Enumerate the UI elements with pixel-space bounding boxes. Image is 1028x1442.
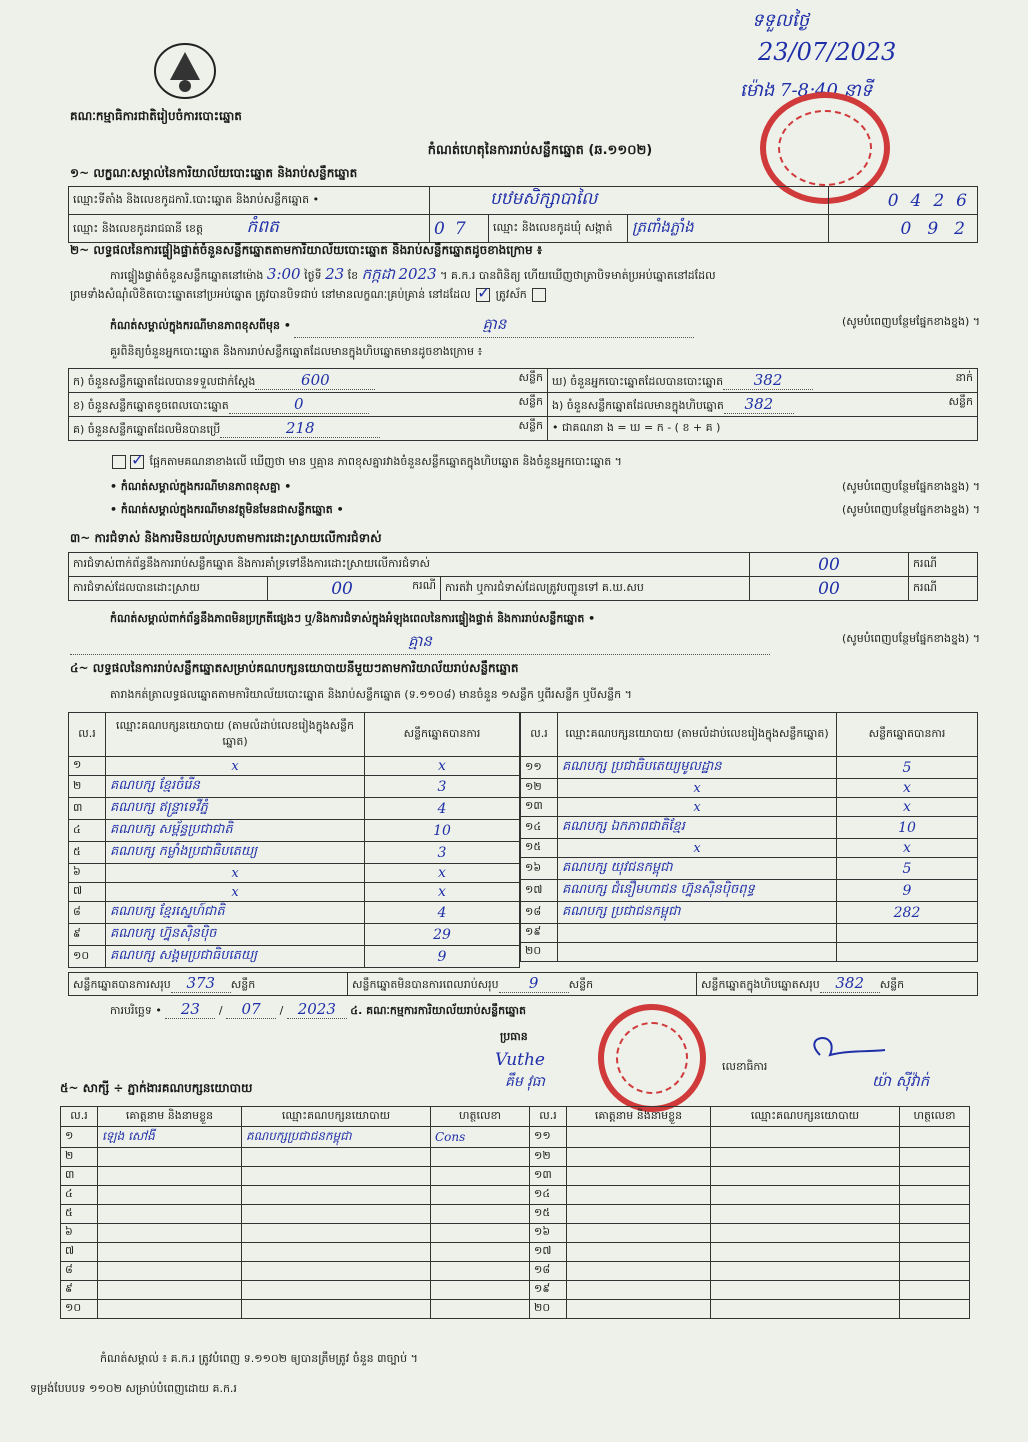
- appeal-label: ការតវ៉ា ឬការជំទាស់ដែលត្រូវបញ្ជូនទៅ គ.ឃ.សប: [441, 577, 750, 601]
- witness-no: ២: [61, 1148, 98, 1167]
- resolved-count: 00 ករណី: [268, 577, 441, 601]
- objection-table: [68, 552, 978, 601]
- vote-row: [69, 798, 520, 820]
- vote-row: [69, 757, 520, 776]
- witness-no: ១៧: [530, 1243, 567, 1262]
- vote-no: ១៤: [521, 817, 558, 839]
- vote-count: 4: [365, 902, 520, 924]
- vote-count: x: [365, 883, 520, 902]
- witness-sign: [431, 1300, 530, 1319]
- vote-no: ៦: [69, 864, 106, 883]
- vote-party: គណបក្ស សម្ព័ន្ធប្រជាជាតិ: [106, 820, 365, 842]
- vote-no: ១០: [69, 946, 106, 968]
- vote-no: ១៨: [521, 902, 558, 924]
- vote-no: ៤: [69, 820, 106, 842]
- witness-party: [711, 1281, 900, 1300]
- witness-party: គណបក្សប្រជាជនកម្ពុជា: [242, 1127, 431, 1148]
- witness-no: ៦: [61, 1224, 98, 1243]
- commune-name: ត្រពាំងភ្លាំង: [628, 215, 829, 243]
- witness-sign: [900, 1186, 970, 1205]
- vote-row: [521, 924, 978, 943]
- witness-party: [242, 1186, 431, 1205]
- vote-no: ៧: [69, 883, 106, 902]
- vote-row: [521, 858, 978, 880]
- committee-stamp: [598, 1004, 706, 1112]
- irregularity-note: គ្មាន (សូមបំពេញបន្ថែមផ្នែកខាងខ្នង) ។: [70, 632, 980, 655]
- vote-row: [69, 842, 520, 864]
- witness-name: [98, 1300, 242, 1319]
- vote-party: គណបក្ស សង្គមប្រជាធិបតេយ្យ: [106, 946, 365, 968]
- vote-no: ១: [69, 757, 106, 776]
- secretary-label: លេខាធិការ: [722, 1060, 768, 1073]
- witness-row: [61, 1127, 970, 1148]
- verify-line: ការផ្ទៀងផ្ទាត់ចំនួនសន្លឹកឆ្នោតនៅម៉ោង 3:00 ថ្ងៃទី 23 ខែ កក្កដា 2023 ។ គ.ក.រ បានពិនិត្យ ហើយឃើញថាត្រាបិទមាត់ប្រអប់ឆ្នោតនៅដដែល: [110, 265, 716, 283]
- vote-count: x: [365, 757, 520, 776]
- vote-count: x: [837, 839, 978, 858]
- vote-no: ៣: [69, 798, 106, 820]
- vote-count: 5: [837, 757, 978, 779]
- witness-sign: [900, 1127, 970, 1148]
- witness-party: [242, 1205, 431, 1224]
- witness-row: [61, 1224, 970, 1243]
- witness-party: [711, 1224, 900, 1243]
- witness-no: ៣: [61, 1167, 98, 1186]
- vote-count: 9: [365, 946, 520, 968]
- witness-no: ១៤: [530, 1186, 567, 1205]
- appeal-case: ករណី: [909, 577, 978, 601]
- witness-party: [242, 1167, 431, 1186]
- appeal-count: 00: [750, 577, 909, 601]
- witness-no: ៩: [61, 1281, 98, 1300]
- compare-line: ✓ ផ្អែកតាមគណនាខាងលើ ឃើញថា មាន ឬគ្មាន ភាពខុសគ្នារវាងចំនួនសន្លឹកឆ្នោតក្នុងហិបឆ្នោត និងចំនួនអ្នកបោះឆ្នោត ។: [110, 455, 980, 471]
- vote-count: 29: [365, 924, 520, 946]
- vote-no: ១៣: [521, 798, 558, 817]
- check-intro: គួរពិនិត្យចំនួនអ្នកបោះឆ្នោត និងការរាប់សន្លឹកឆ្នោតដែលមានក្នុងហិបឆ្នោតមានដូចខាងក្រោម ៖: [110, 345, 483, 358]
- witness-sign: [900, 1262, 970, 1281]
- not-ok-checkbox[interactable]: [532, 288, 546, 302]
- witness-name: [567, 1224, 711, 1243]
- received-time: ម៉ោង 7-8:40 នាទី: [740, 80, 873, 101]
- witness-sign: [431, 1224, 530, 1243]
- witness-no: ១៣: [530, 1167, 567, 1186]
- vote-no: ២០: [521, 943, 558, 962]
- witness-sign: [431, 1167, 530, 1186]
- witness-no: ១៨: [530, 1262, 567, 1281]
- witness-party: [711, 1205, 900, 1224]
- completion-date: ការបរិច្ឆេទ • 23 / 07 / 2023 ៤. គណៈកម្មការការិយាល័យរាប់សន្លឹកឆ្នោត: [110, 1000, 527, 1018]
- witness-name: [98, 1186, 242, 1205]
- witness-name: [98, 1148, 242, 1167]
- objection-count: 00: [750, 553, 909, 577]
- vote-party: គណបក្ស ជំនឿមហាជន ហ្វ៊ុនស៊ិនប៉ិចពុទ្ធ: [558, 880, 837, 902]
- vote-party: គណបក្ស ហ្វ៊ុនស៊ិនប៉ិច: [106, 924, 365, 946]
- witness-no: ៨: [61, 1262, 98, 1281]
- vote-party: គណបក្ស ឯកភាពជាតិខ្មែរ: [558, 817, 837, 839]
- witness-no: ២០: [530, 1300, 567, 1319]
- witness-sign: [900, 1148, 970, 1167]
- section3-title: ៣~ ការជំទាស់ និងការមិនយល់ស្របតាមការដោះស្រាយលើការជំទាស់: [70, 531, 382, 545]
- commune-label: ឈ្មោះ និងលេខកូដឃុំ សង្កាត់: [489, 215, 628, 243]
- witness-party: [711, 1243, 900, 1262]
- vote-row: [521, 880, 978, 902]
- vote-count: 4: [365, 798, 520, 820]
- vote-row: [521, 943, 978, 962]
- vote-row: [521, 779, 978, 798]
- witness-no: ៤: [61, 1186, 98, 1205]
- count-row: ក) ចំនួនសន្លឹកឆ្នោតដែលបានទទួលជាក់ស្តែង 600 សន្លឹក ឃ) ចំនួនអ្នកបោះឆ្នោតដែលបានបោះឆ្នោត 382 នាក់: [69, 369, 978, 393]
- witness-name: [98, 1281, 242, 1300]
- vote-count: [837, 924, 978, 943]
- vote-no: ៩: [69, 924, 106, 946]
- witness-row: [61, 1186, 970, 1205]
- section2-title: ២~ លទ្ធផលនៃការផ្ទៀងផ្ទាត់ចំនួនសន្លឹកឆ្នោតតាមការិយាល័យបោះឆ្នោត និងរាប់សន្លឹកឆ្នោតដូចខាងក្រោម ៖: [70, 243, 543, 257]
- witness-name: [567, 1300, 711, 1319]
- foreign-note: • កំណត់សម្គាល់ក្នុងករណីមានវត្ថុមិនមែនជាសន្លឹកឆ្នោត • (សូមបំពេញបន្ថែមផ្នែកខាងខ្នង) ។: [110, 503, 980, 516]
- witness-no: ១១: [530, 1127, 567, 1148]
- witness-no: ៧: [61, 1243, 98, 1262]
- witness-sign: [431, 1281, 530, 1300]
- resolved-label: ការជំទាស់ដែលបានដោះស្រាយ: [69, 577, 268, 601]
- vote-row: [69, 776, 520, 798]
- secretary-name: យ៉ា ស៊ីវ៉ាក់: [872, 1072, 930, 1090]
- section4-intro: តារាងកត់ត្រាលទ្ធផលឆ្នោតតាមការិយាល័យបោះឆ្នោត និងរាប់សន្លឹកឆ្នោត (ទ.១១០៨) មានចំនួន ១សន្លឹក ឬពីរសន្លឹក ឬបីសន្លឹក ។: [110, 688, 632, 701]
- count-table: [68, 368, 978, 441]
- vote-row: [521, 757, 978, 779]
- chair-label: ប្រធាន: [500, 1030, 528, 1043]
- section4-title: ៤~ លទ្ធផលនៃការរាប់សន្លឹកឆ្នោតសម្រាប់គណបក្សនយោបាយនីមួយៗតាមការិយាល័យរាប់សន្លឹកឆ្នោត: [70, 661, 519, 675]
- vote-party: គណបក្ស កម្លាំងប្រជាធិបតេយ្យ: [106, 842, 365, 864]
- witness-sign: [900, 1243, 970, 1262]
- vote-party: x: [106, 883, 365, 902]
- form-title: កំណត់ហេតុនៃការរាប់សន្លឹកឆ្នោត (ឆ.១១០២): [427, 143, 653, 158]
- witness-sign: [900, 1167, 970, 1186]
- vote-party: គណបក្ស ប្រជាធិបតេយ្យមូលដ្ឋាន: [558, 757, 837, 779]
- vote-row: [521, 839, 978, 858]
- vote-party: x: [558, 798, 837, 817]
- witness-party: [711, 1300, 900, 1319]
- vote-count: x: [365, 864, 520, 883]
- vote-party: [558, 943, 837, 962]
- witness-party: [711, 1127, 900, 1148]
- section1-title: ១~ លក្ខណៈសម្គាល់នៃការិយាល័យបោះឆ្នោត និងរាប់សន្លឹកឆ្នោត: [70, 166, 358, 180]
- witness-party: [242, 1300, 431, 1319]
- vote-no: ១៩: [521, 924, 558, 943]
- section1-table: [68, 186, 978, 243]
- witness-party: [242, 1243, 431, 1262]
- witness-name: [567, 1281, 711, 1300]
- vote-party: x: [106, 864, 365, 883]
- vote-no: ១៥: [521, 839, 558, 858]
- vote-party: គណបក្ស យុវជនកម្ពុជា: [558, 858, 837, 880]
- vote-no: ៥: [69, 842, 106, 864]
- vote-row: [69, 902, 520, 924]
- witness-sign: [431, 1205, 530, 1224]
- vote-no: ៨: [69, 902, 106, 924]
- vote-count: 3: [365, 776, 520, 798]
- vote-count: 282: [837, 902, 978, 924]
- vote-row: [69, 924, 520, 946]
- vote-row: [69, 820, 520, 842]
- vote-count: x: [837, 779, 978, 798]
- witness-no: ១៥: [530, 1205, 567, 1224]
- vote-party: x: [106, 757, 365, 776]
- office-label: ឈ្មោះទីតាំង និងលេខកូដការិ.បោះឆ្នោត និងរាប់សន្លឹកឆ្នោត •: [69, 187, 430, 215]
- witness-name: [98, 1243, 242, 1262]
- witness-no: ១២: [530, 1148, 567, 1167]
- vote-row: [521, 798, 978, 817]
- votes-table-left: ល.រ ឈ្មោះគណបក្សនយោបាយ (តាមលំដាប់លេខរៀងក្នុងសន្លឹកឆ្នោត) សន្លឹកឆ្នោតបានការ ១ x x ២ គណបក្ស ខ្មែរចំរើន 3 ៣ គណបក្ស ឥន្ទ្រាទេវីភ្នំ 4 ៤ គណបក្ស សម្ព័ន្ធប្រជាជាតិ 10 ៥ គណបក្ស កម្លាំងប្រជាធិបតេយ្យ 3 ៦ x x ៧ x x ៨ គណបក្ស ខ្មែរស្នេហ៍ជាតិ 4 ៩ គណបក្ស ហ្វ៊ុនស៊ិនប៉ិច 29 ១០ គណបក្ស សង្គមប្រជាធិបតេយ្យ 9: [68, 712, 520, 968]
- vote-party: x: [558, 779, 837, 798]
- witness-sign: [900, 1205, 970, 1224]
- witness-name: [567, 1205, 711, 1224]
- no-diff-checkbox[interactable]: [130, 455, 144, 469]
- witness-name: [98, 1262, 242, 1281]
- vote-count: 9: [837, 880, 978, 902]
- witness-party: [242, 1281, 431, 1300]
- chair-name: គឹម វុធា: [505, 1074, 545, 1090]
- witness-sign: [431, 1186, 530, 1205]
- vote-count: 10: [365, 820, 520, 842]
- witness-row: [61, 1167, 970, 1186]
- witness-name: [567, 1243, 711, 1262]
- votes-table-right: ល.រ ឈ្មោះគណបក្សនយោបាយ (តាមលំដាប់លេខរៀងក្នុងសន្លឹកឆ្នោត) សន្លឹកឆ្នោតបានការ ១១ គណបក្ស ប្រជាធិបតេយ្យមូលដ្ឋាន 5 ១២ x x ១៣ x x ១៤ គណបក្ស ឯកភាពជាតិខ្មែរ 10 ១៥ x x ១៦ គណបក្ស យុវជនកម្ពុជា 5 ១៧ គណបក្ស ជំនឿមហាជន ហ្វ៊ុនស៊ិនប៉ិចពុទ្ធ 9 ១៨ គណបក្ស ប្រជាជនកម្ពុជា 282 ១៩ ២០: [520, 712, 978, 962]
- chair-signature: Vuthe: [495, 1050, 545, 1070]
- witness-name: [567, 1262, 711, 1281]
- irregularity-note-label: កំណត់សម្គាល់ពាក់ព័ន្ធនឹងភាពមិនប្រក្រតីផ្សេងៗ ឬ/និងការជំទាស់ក្នុងអំឡុងពេលនៃការផ្ទៀងផ្ទាត់ និងការរាប់សន្លឹកឆ្នោត •: [110, 612, 596, 625]
- witness-party: [711, 1186, 900, 1205]
- witness-sign: [431, 1262, 530, 1281]
- witness-no: ៥: [61, 1205, 98, 1224]
- witness-name: [98, 1224, 242, 1243]
- witness-row: [61, 1205, 970, 1224]
- vote-row: [521, 902, 978, 924]
- vote-count: 10: [837, 817, 978, 839]
- witness-no: ១៩: [530, 1281, 567, 1300]
- office-name: បឋមសិក្សាបាលៃ: [430, 187, 829, 215]
- witness-sign: Cons: [431, 1127, 530, 1148]
- org-name: គណៈកម្មាធិការជាតិរៀបចំការបោះឆ្នោត: [70, 109, 242, 123]
- office-code: 0 4 2 6: [829, 187, 978, 215]
- witness-name: ឡេង សៅងី: [98, 1127, 242, 1148]
- witness-row: [61, 1243, 970, 1262]
- count-row: គ) ចំនួនសន្លឹកឆ្នោតដែលមិនបានប្រើ 218 សន្លឹក • ជាគណនា ង = ឃ = ក - ( ខ + គ ): [69, 417, 978, 441]
- witness-name: [567, 1148, 711, 1167]
- form-footer: ទម្រង់បែបបទ ១១០២ សម្រាប់បំពេញដោយ គ.ក.រ: [30, 1382, 237, 1395]
- vote-no: ១៦: [521, 858, 558, 880]
- witness-party: [242, 1262, 431, 1281]
- footnote: កំណត់សម្គាល់ ៖ គ.ក.រ ត្រូវបំពេញ ទ.១១០២ ឲ្យបានត្រឹមត្រូវ ចំនួន ៣ច្បាប់ ។: [100, 1352, 418, 1365]
- witness-row: [61, 1148, 970, 1167]
- witness-party: [242, 1148, 431, 1167]
- province-code: 0 7: [430, 215, 489, 243]
- vote-row: [69, 946, 520, 968]
- vote-count: 3: [365, 842, 520, 864]
- vote-party: គណបក្ស ខ្មែរចំរើន: [106, 776, 365, 798]
- witness-sign: [900, 1281, 970, 1300]
- witness-party: [242, 1224, 431, 1243]
- vote-party: គណបក្ស ប្រជាជនកម្ពុជា: [558, 902, 837, 924]
- witness-row: [61, 1281, 970, 1300]
- witness-party: [711, 1262, 900, 1281]
- witness-name: [567, 1127, 711, 1148]
- commune-code: 0 9 2: [829, 215, 978, 243]
- received-date: 23/07/2023: [758, 38, 897, 66]
- change-note: កំណត់សម្គាល់ក្នុងករណីមានភាពខុសពីមុន • គ្មាន (សូមបំពេញបន្ថែមផ្នែកខាងខ្នង) ។: [110, 315, 980, 338]
- witness-sign: [431, 1148, 530, 1167]
- vote-count: [837, 943, 978, 962]
- vote-count: x: [837, 798, 978, 817]
- objection-case: ករណី: [909, 553, 978, 577]
- witness-sign: [431, 1243, 530, 1262]
- witness-sign: [900, 1300, 970, 1319]
- witness-no: ១៦: [530, 1224, 567, 1243]
- vote-no: ១៧: [521, 880, 558, 902]
- objection-label: ការជំទាស់ពាក់ព័ន្ធនឹងការរាប់សន្លឹកឆ្នោត និងការគាំទ្រទៅនឹងការដោះស្រាយលើការជំទាស់: [69, 553, 750, 577]
- witness-row: [61, 1262, 970, 1281]
- vote-party: គណបក្ស ខ្មែរស្នេហ៍ជាតិ: [106, 902, 365, 924]
- witness-name: [567, 1167, 711, 1186]
- has-diff-checkbox[interactable]: [112, 455, 126, 469]
- emblem-icon: [150, 40, 220, 102]
- witness-row: [61, 1300, 970, 1319]
- secretary-signature: [790, 1030, 890, 1070]
- vote-party: x: [558, 839, 837, 858]
- count-row: ខ) ចំនួនសន្លឹកឆ្នោតខូចពេលបោះឆ្នោត 0 សន្លឹក ង) ចំនួនសន្លឹកឆ្នោតដែលមានក្នុងហិបឆ្នោត 382 សន្លឹក: [69, 393, 978, 417]
- vote-no: ១១: [521, 757, 558, 779]
- received-label: ទទួលថ្ងៃ: [752, 10, 810, 31]
- section5-title: ៥~ សាក្សី ÷ ភ្នាក់ងារគណបក្សនយោបាយ: [60, 1081, 253, 1095]
- province-label: ឈ្មោះ និងលេខកូដរាជធានី ខេត្ត កំពត: [69, 215, 430, 243]
- vote-row: [69, 883, 520, 902]
- witness-name: [98, 1205, 242, 1224]
- witness-name: [567, 1186, 711, 1205]
- witness-no: ១០: [61, 1300, 98, 1319]
- vote-no: ២: [69, 776, 106, 798]
- vote-party: [558, 924, 837, 943]
- witness-party: [711, 1148, 900, 1167]
- witness-no: ១: [61, 1127, 98, 1148]
- vote-row: [69, 864, 520, 883]
- ok-checkbox[interactable]: [476, 288, 490, 302]
- verify-line-2: ព្រមទាំងសំណុំលិខិតបោះឆ្នោតនៅប្រអប់ឆ្នោត ត្រូវបានបិទជាប់ នៅមានលក្ខណៈគ្រប់គ្រាន់ នៅដដែល ✓ ត្រូវស័ក: [70, 288, 980, 304]
- witness-name: [98, 1167, 242, 1186]
- diff-note: • កំណត់សម្គាល់ក្នុងករណីមានភាពខុសគ្នា • (សូមបំពេញបន្ថែមផ្នែកខាងខ្នង) ។: [110, 480, 980, 493]
- totals-row: សន្លឹកឆ្នោតបានការសរុប 373 សន្លឹក សន្លឹកឆ្នោតមិនបានការពេលរាប់សរុប 9 សន្លឹក សន្លឹកឆ្នោតក្នុងហិបឆ្នោតសរុប 382 សន្លឹក: [68, 972, 978, 996]
- vote-row: [521, 817, 978, 839]
- vote-count: 5: [837, 858, 978, 880]
- vote-no: ១២: [521, 779, 558, 798]
- vote-party: គណបក្ស ឥន្ទ្រាទេវីភ្នំ: [106, 798, 365, 820]
- witness-sign: [900, 1224, 970, 1243]
- witness-party: [711, 1167, 900, 1186]
- witness-table: ល.រ គោត្តនាម និងនាមខ្លួន ឈ្មោះគណបក្សនយោបាយ ហត្ថលេខា ល.រ គោត្តនាម និងនាមខ្លួន ឈ្មោះគណបក្សនយោបាយ ហត្ថលេខា ១ ឡេង សៅងី គណបក្សប្រជាជនកម្ពុជា Cons ១១ ២ ១២ ៣ ១៣ ៤ ១៤ ៥ ១៥ ៦ ១៦ ៧ ១៧ ៨ ១៨ ៩ ១៩ ១០ ២០: [60, 1106, 970, 1319]
